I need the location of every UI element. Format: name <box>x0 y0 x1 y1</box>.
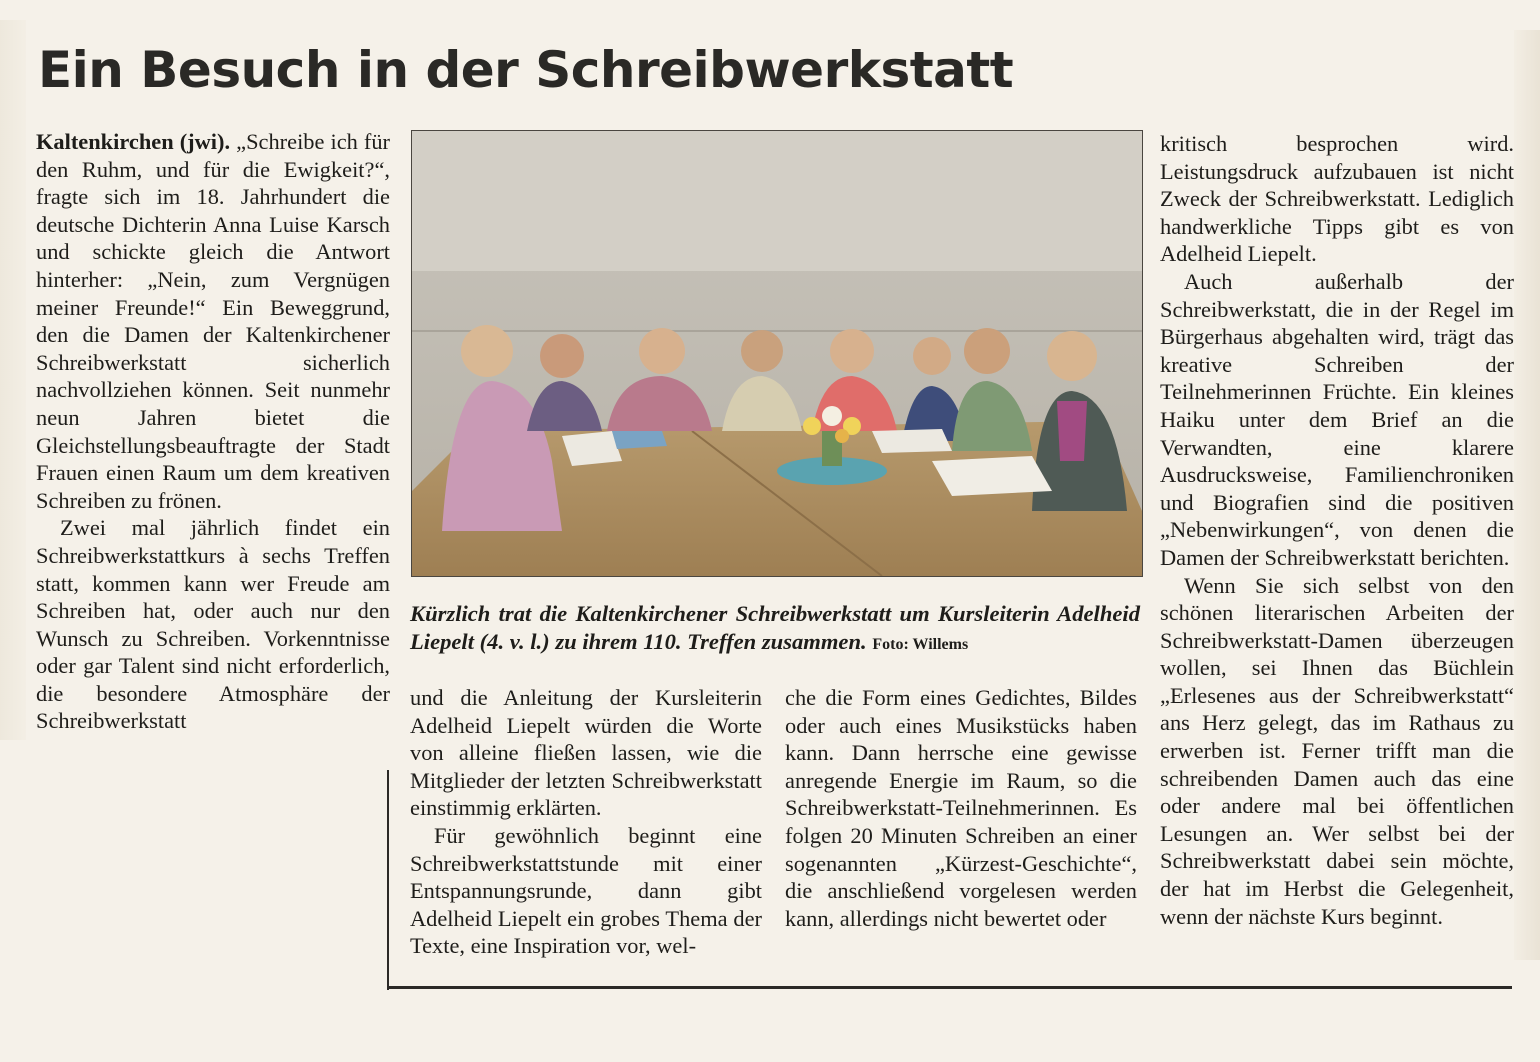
paragraph-text: „Schreibe ich für den Ruhm, und für die Ewigkeit?“, fragte sich im 18. Jahrhundert die deutsche Dichterin Anna Luise Karsch und schickte gleich die Antwort hinterher: „Nein, zum Vergnügen meiner Freunde!“ Ein Beweggrund, den die Damen der Kaltenkirchener Schreibwerkstatt sicherlich nachvollziehen können. Seit nunmehr neun Jahren bietet die Gleichstellungsbeauftragte der Stadt Frauen einen Raum um dem kreativen Schreiben zu frönen. <box>36 129 391 513</box>
text-column-1 <box>36 128 390 735</box>
article-headline: Ein Besuch in der Schreibwerkstatt <box>38 41 1014 99</box>
dateline: Kaltenkirchen (jwi). <box>36 129 231 154</box>
photo-credit: Foto: Willems <box>872 636 969 653</box>
text-column-3 <box>785 684 1137 932</box>
photo-caption <box>410 600 1140 659</box>
column-divider <box>387 770 389 990</box>
paragraph: Zwei mal jährlich findet ein Schreibwerkstattkurs à sechs Treffen statt, kommen kann wer Freude am Schreiben hat, oder auch nur den Wunsch zu Schreiben. Vorkenntnisse oder gar Talent sind nicht erforderlich, die besondere Atmosphäre der Schreibwerkstatt <box>36 515 390 734</box>
paragraph: che die Form eines Gedichtes, Bildes oder auch eines Musikstücks haben kann. Dann herrsche eine gewisse anregende Energie im Raum, so die Schreibwerkstatt-Teilnehmerinnen. Es folgen 20 Minuten Schreiben an einer sogenannten „Kürzest-Geschichte“, die anschließend vorgelesen werden kann, allerdings nicht bewertet oder <box>785 685 1137 931</box>
paragraph: Auch außerhalb der Schreibwerkstatt, die in der Regel im Bürgerhaus abgehalten wird, trägt das kreative Schreiben der Teilnehmerinnen Früchte. Ein kleines Haiku unter dem Brief an die Verwandten, eine klarere Ausdrucksweise, Familienchroniken und Biografien sind die positiven „Nebenwirkungen“, von denen die Damen der Schreibwerkstatt berichten. <box>1160 268 1514 570</box>
adjacent-article-bleed-left <box>0 20 26 740</box>
paragraph: kritisch besprochen wird. Leistungsdruck aufzubauen ist nicht Zweck der Schreibwerkstatt. Lediglich handwerkliche Tipps gibt es von Adelheid Liepelt. <box>1160 131 1514 267</box>
paragraph: Für gewöhnlich beginnt eine Schreibwerkstattstunde mit einer Entspannungsrunde, dann gibt Adelheid Liepelt ein grobes Thema der Texte, eine Inspiration vor, wel- <box>410 822 762 959</box>
bottom-rule <box>388 986 1512 989</box>
paragraph <box>36 128 390 514</box>
photo-group-at-table <box>412 131 1142 576</box>
text-column-2 <box>410 684 762 960</box>
adjacent-article-bleed-right <box>1514 30 1540 960</box>
caption-text: Kürzlich trat die Kaltenkirchener Schreibwerkstatt um Kursleiterin Adelheid Liepelt (4. v. l.) zu ihrem 110. Treffen zusammen. <box>410 601 1140 654</box>
article-photo <box>411 130 1143 577</box>
text-column-4 <box>1160 130 1514 930</box>
paragraph: Wenn Sie sich selbst von den schönen literarischen Arbeiten der Schreibwerkstatt-Damen überzeugen wollen, sei Ihnen das Büchlein „Erlesenes aus der Schreibwerkstatt“ ans Herz gelegt, das im Rathaus zu erwerben ist. Ferner trifft man die schreibenden Damen auch das eine oder andere mal bei öffentlichen Lesungen an. Wer selbst bei der Schreibwerkstatt dabei sein möchte, der hat im Herbst die Gelegenheit, wenn der nächste Kurs beginnt. <box>1160 572 1514 929</box>
paragraph: und die Anleitung der Kursleiterin Adelheid Liepelt würden die Worte von alleine fließen lassen, wie die Mitglieder der letzten Schreibwerkstatt einstimmig erklärten. <box>410 685 762 821</box>
